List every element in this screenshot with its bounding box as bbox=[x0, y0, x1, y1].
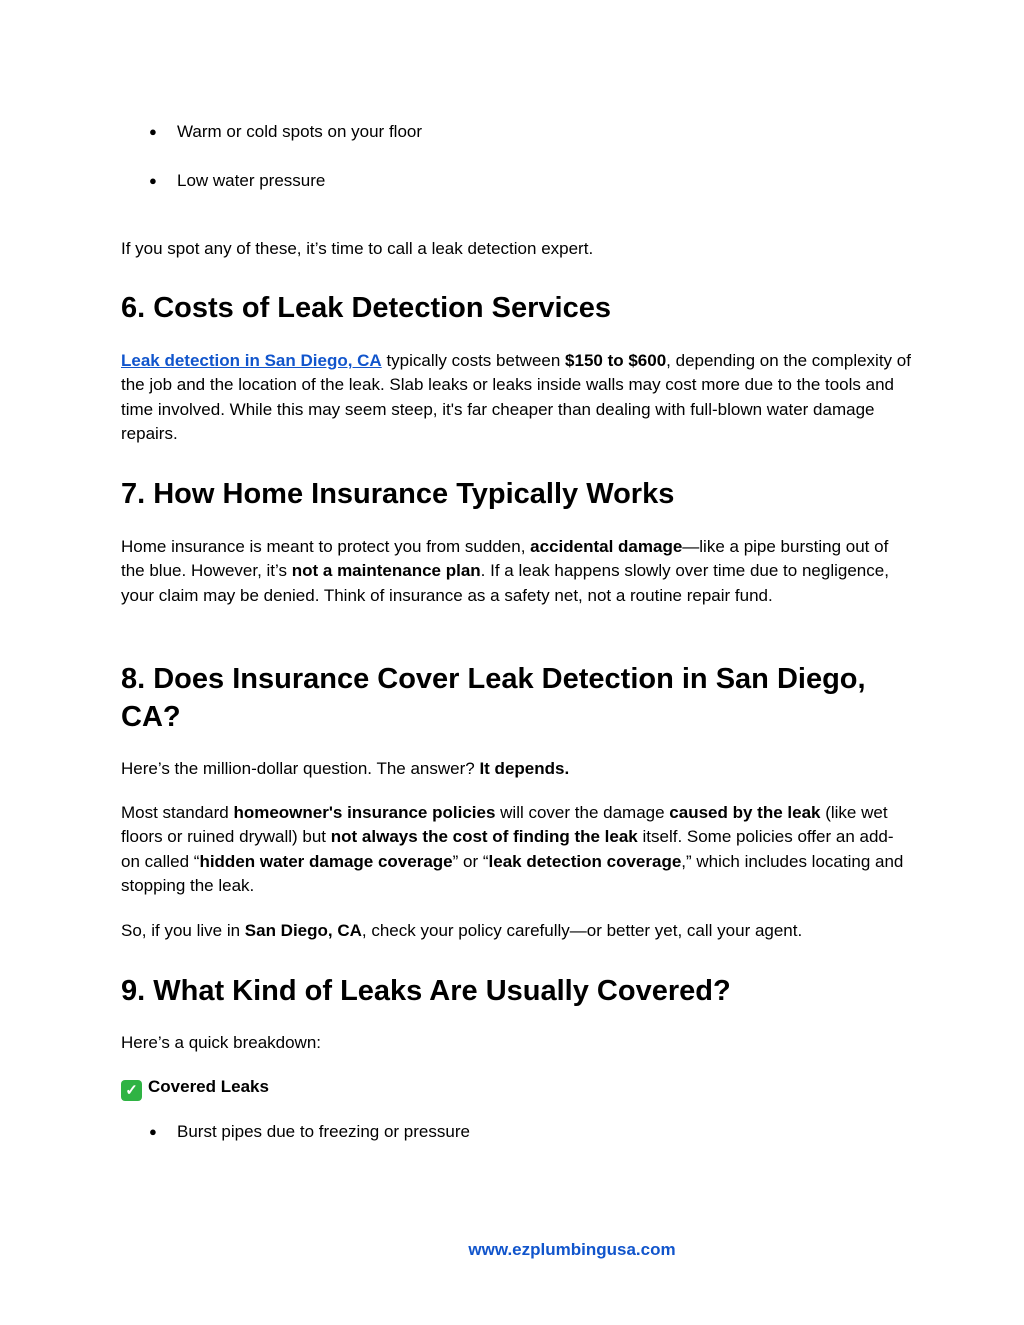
bullet-icon: ● bbox=[149, 173, 157, 188]
checkmark-icon: ✓ bbox=[121, 1080, 142, 1101]
section-8-closing: So, if you live in San Diego, CA, check your policy carefully—or better yet, call your agent. bbox=[121, 921, 803, 940]
intro-paragraph: If you spot any of these, it’s time to call a leak detection expert. bbox=[121, 239, 594, 258]
section-9-intro: Here’s a quick breakdown: bbox=[121, 1033, 322, 1052]
section-8-paragraph: Most standard homeowner's insurance policies will cover the damage caused by the leak (like wet floors or ruined drywall) but not always the cost of finding the leak itself. Some policies offer an add-on called “hidden water damage coverage” or “leak detection coverage,” which includes locating and stopping the leak. bbox=[121, 803, 904, 895]
list-item: ● Warm or cold spots on your floor bbox=[153, 120, 422, 144]
section-7-paragraph: Home insurance is meant to protect you from sudden, accidental damage—like a pipe bursting out of the blue. However, it’s not a maintenance plan. If a leak happens slowly over time due to negligence, your claim may be denied. Think of insurance as a safety net, not a routine repair fund. bbox=[121, 537, 889, 605]
list-item: ● Burst pipes due to freezing or pressure bbox=[153, 1120, 470, 1144]
footer-url-link[interactable]: www.ezplumbingusa.com bbox=[468, 1240, 676, 1259]
section-7-heading: 7. How Home Insurance Typically Works bbox=[121, 478, 675, 510]
leak-detection-link[interactable]: Leak detection in San Diego, CA bbox=[121, 351, 382, 370]
list-item: ● Low water pressure bbox=[153, 169, 325, 193]
bullet-icon: ● bbox=[149, 124, 157, 139]
section-9-heading: 9. What Kind of Leaks Are Usually Covered? bbox=[121, 975, 731, 1007]
covered-leaks-label: ✓ Covered Leaks bbox=[121, 1075, 911, 1101]
section-8-heading: 8. Does Insurance Cover Leak Detection in San Diego, CA? bbox=[121, 663, 866, 733]
section-6-paragraph: Leak detection in San Diego, CA typically costs between $150 to $600, depending on the complexity of the job and the location of the leak. Slab leaks or leaks inside walls may cost more due to the tools and time involved. While this may seem steep, it's far cheaper than dealing with full-blown water damage repairs. bbox=[121, 351, 911, 443]
bullet-icon: ● bbox=[149, 1124, 157, 1139]
section-6-heading: 6. Costs of Leak Detection Services bbox=[121, 292, 611, 324]
section-8-question: Here’s the million-dollar question. The answer? It depends. bbox=[121, 759, 570, 778]
